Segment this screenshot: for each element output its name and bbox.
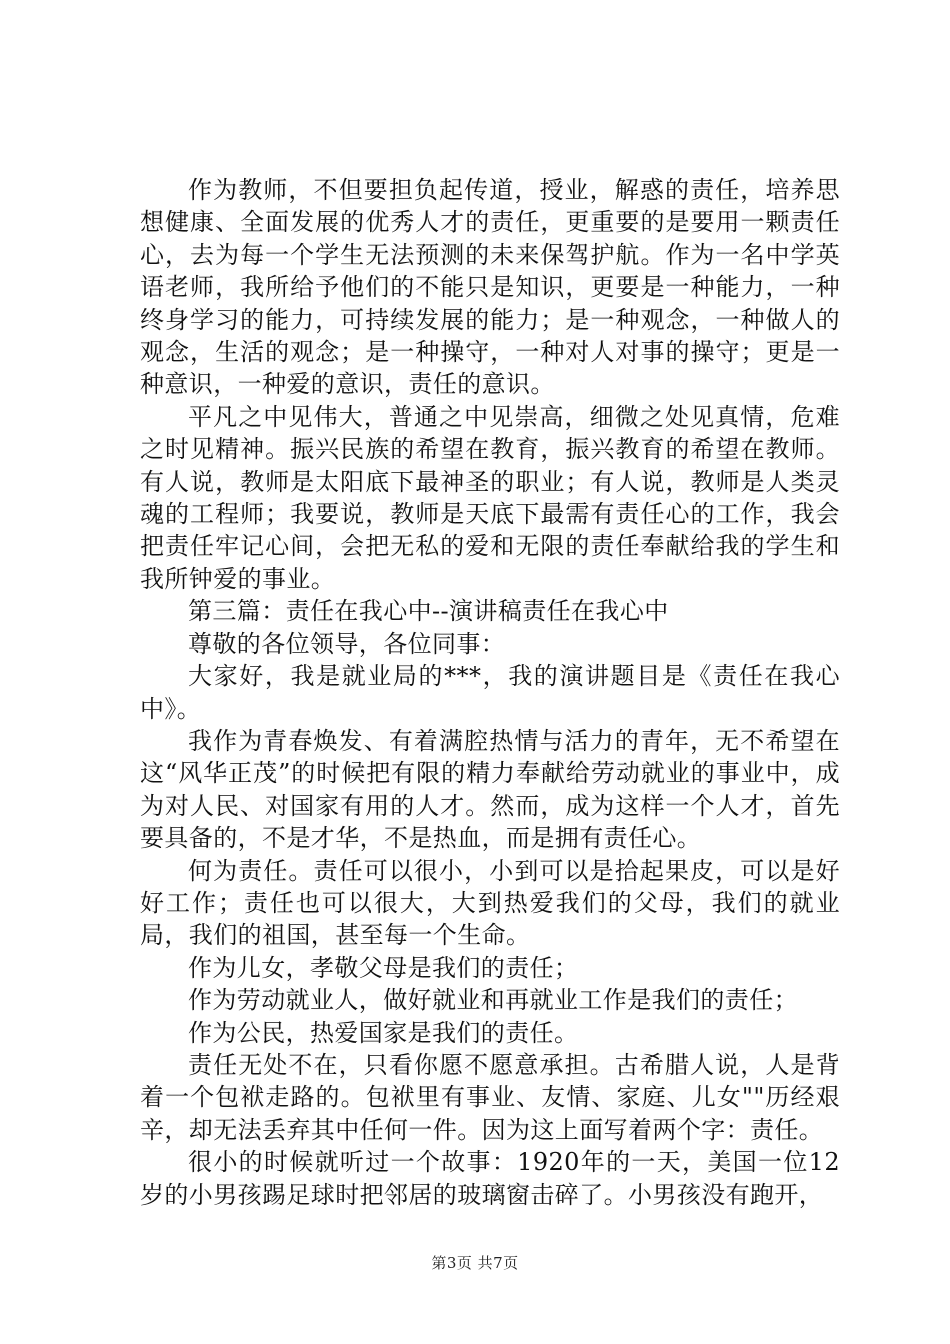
paragraph-10: 很小的时候就听过一个故事：1920年的一天，美国一位12岁的小男孩踢足球时把邻居的玻璃窗击碎了。小男孩没有跑开， xyxy=(140,1148,840,1209)
paragraph-4: 我作为青春焕发、有着满腔热情与活力的青年，无不希望在这“风华正茂”的时候把有限的精力奉献给劳动就业的事业中，成为对人民、对国家有用的人才。然而，成为这样一个人才，首先要具备的，不是才华，不是热血，而是拥有责任心。 xyxy=(140,726,840,853)
section-heading: 第三篇：责任在我心中--演讲稿责任在我心中 xyxy=(188,597,669,626)
paragraph-8: 作为公民，热爱国家是我们的责任。 xyxy=(188,1018,579,1047)
paragraph-1: 作为教师，不但要担负起传道，授业，解惑的责任，培养思想健康、全面发展的优秀人才的责任，更重要的是要用一颗责任心，去为每一个学生无法预测的未来保驾护航。作为一名中学英语老师，我所给予他们的不能只是知识，更要是一种能力，一种终身学习的能力，可持续发展的能力；是一种观念，一种做人的观念，生活的观念；是一种操守，一种对人对事的操守；更是一种意识，一种爱的意识，责任的意识。 xyxy=(140,176,840,399)
salutation: 尊敬的各位领导，各位同事： xyxy=(188,629,506,658)
paragraph-greeting: 大家好，我是就业局的***，我的演讲题目是《责任在我心中》。 xyxy=(140,662,840,723)
paragraph-6: 作为儿女，孝敬父母是我们的责任； xyxy=(188,953,579,982)
paragraph-5: 何为责任。责任可以很小，小到可以是拾起果皮，可以是好好工作；责任也可以很大，大到热爱我们的父母，我们的就业局，我们的祖国，甚至每一个生命。 xyxy=(140,856,840,950)
page-footer: 第3页 共7页 xyxy=(431,1254,519,1272)
paragraph-9: 责任无处不在，只看你愿不愿意承担。古希腊人说，人是背着一个包袱走路的。包袱里有事业、友情、家庭、儿女""历经艰辛，却无法丢弃其中任何一件。因为这上面写着两个字：责任。 xyxy=(140,1050,840,1144)
paragraph-2: 平凡之中见伟大，普通之中见崇高，细微之处见真情，危难之时见精神。振兴民族的希望在教育，振兴教育的希望在教师。有人说，教师是太阳底下最神圣的职业；有人说，教师是人类灵魂的工程师；我要说，教师是天底下最需有责任心的工作，我会把责任牢记心间，会把无私的爱和无限的责任奉献给我的学生和我所钟爱的事业。 xyxy=(140,402,840,593)
paragraph-7: 作为劳动就业人，做好就业和再就业工作是我们的责任； xyxy=(188,986,798,1015)
document-body xyxy=(140,174,840,1211)
